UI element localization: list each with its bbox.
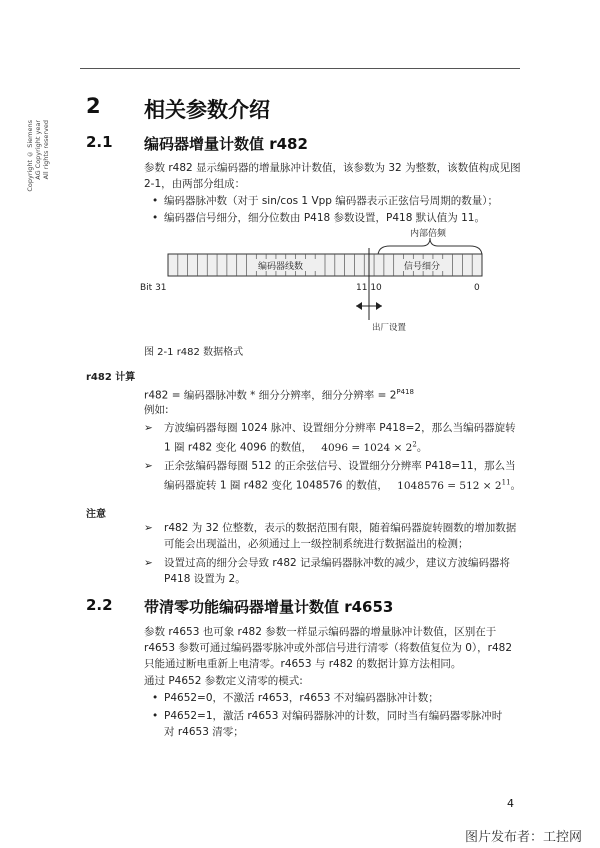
figure-caption: 图 2-1 r482 数据格式: [144, 347, 244, 358]
example-line-2: 1 圈 r482 变化 4096 的数值， $4096 = 1024 \times 2^2$。: [164, 440, 428, 454]
copyright-line-3: All rights reserved: [42, 120, 50, 180]
calc-heading: r482 计算: [86, 372, 136, 383]
internal-label: 内部倍频: [410, 229, 447, 239]
publisher-watermark: 图片发布者：工控网: [464, 830, 582, 845]
copyright-line-1: Copyright © Siemens: [26, 120, 34, 192]
mode-item: [152, 708, 503, 740]
example-math: $1048576 = 512 \times 2^{11}$: [397, 478, 511, 492]
note-line-1: r482 为 32 位整数，表示的数据范围有限，随着编码器旋转圈数的增加数据: [164, 522, 517, 534]
example-item: [144, 458, 522, 494]
bullet-dot-icon: •: [152, 692, 159, 704]
section-number: 2: [86, 94, 101, 118]
note-line-1: 设置过高的细分会导致 r482 记录编码器脉冲数的减少，建议方波编码器将: [164, 557, 511, 569]
signal-subdivision-label: 信号细分: [404, 262, 441, 272]
bullet-dot-icon: •: [152, 212, 159, 224]
example-line-2: 编码器旋转 1 圈 r482 变化 1048576 的数值， $1048576 = 512 \times 2^{11}$。: [164, 478, 522, 492]
mode-line-1: P4652=1，激活 r4653 对编码器脉冲的计数，同时当有编码器零脉冲时: [164, 710, 503, 722]
formula-text: r482 = 编码器脉冲数 * 细分分辨率，细分分辨率 = 2: [144, 389, 397, 402]
note-heading: 注意: [86, 509, 106, 520]
note-item: [144, 520, 517, 552]
encoder-lines-label: 编码器线数: [258, 262, 304, 272]
page-number: 4: [507, 797, 514, 810]
r482-bit-layout-diagram: [140, 224, 500, 340]
arrow-bullet-icon: ➢: [144, 557, 153, 569]
bullet-text: 编码器脉冲数（对于 sin/cos 1 Vpp 编码器表示正弦信号周期的数量）；: [164, 195, 499, 207]
intro-line-1: 参数 r482 显示编码器的增量脉冲计数值，该参数为 32 为整数，该数值构成见图: [144, 162, 521, 174]
mode-line-1: P4652=0，不激活 r4653，r4653 不对编码器脉冲计数；: [164, 692, 439, 704]
example-line-1: 方波编码器每圈 1024 脉冲、设置细分分辨率 P418=2，那么当编码器旋转: [164, 422, 516, 434]
example-item: [144, 420, 516, 456]
note-line-2: 可能会出现溢出，必须通过上一级控制系统进行数据溢出的检测；: [164, 538, 469, 550]
subsection-2-title: 带清零功能编码器增量计数值 r4653: [144, 598, 394, 616]
header-rule: [80, 68, 520, 69]
r4653-para-line-4: 通过 P4652 参数定义清零的模式:: [144, 675, 303, 687]
r4653-para-line-3: 只能通过断电重新上电清零。r4653 与 r482 的数据计算方法相同。: [144, 658, 462, 670]
mode-item: [152, 690, 439, 706]
example-line-1: 正余弦编码器每圈 512 的正余弦信号、设置细分分辨率 P418=11，那么当: [164, 460, 516, 472]
example-math: $4096 = 1024 \times 2^2$: [321, 440, 417, 454]
subsection-1-number: 2.1: [86, 133, 113, 151]
bullet-item: [152, 193, 499, 209]
bullet-text: 编码器信号细分，细分位数由 P418 参数设置，P418 默认值为 11。: [164, 212, 485, 224]
mode-line-2: 对 r4653 清零；: [164, 726, 244, 738]
copyright-notice: [26, 120, 68, 230]
bit11-10-label: 11 10: [356, 283, 382, 293]
intro-line-2: 2-1，由两部分组成：: [144, 178, 246, 190]
arrow-left-icon: [356, 302, 362, 310]
arrow-bullet-icon: ➢: [144, 460, 153, 472]
formula-line: [144, 384, 414, 404]
section-title: 相关参数介绍: [144, 98, 270, 122]
r4653-para-line-1: 参数 r4653 也可象 r482 参数一样显示编码器的增量脉冲计数值，区别在于: [144, 626, 497, 638]
internal-bracket: [378, 238, 482, 256]
bullet-dot-icon: •: [152, 710, 159, 722]
r4653-para-line-2: r4653 参数可通过编码器零脉冲或外部信号进行清零（将数值复位为 0），r482: [144, 642, 513, 654]
subsection-1-title: 编码器增量计数值 r482: [144, 135, 308, 153]
example-label: 例如:: [144, 404, 169, 416]
factory-setting-label: 出厂设置: [372, 323, 407, 333]
bit0-label: 0: [474, 283, 480, 293]
note-item: [144, 555, 511, 587]
subsection-2-number: 2.2: [86, 596, 113, 614]
bit31-label: Bit 31: [140, 283, 167, 293]
arrow-bullet-icon: ➢: [144, 522, 153, 534]
arrow-right-icon: [376, 302, 382, 310]
formula-exponent: P418: [396, 388, 415, 396]
arrow-bullet-icon: ➢: [144, 422, 153, 434]
copyright-line-2: AG Copyright year: [34, 120, 42, 180]
note-line-2: P418 设置为 2。: [164, 573, 246, 585]
bullet-dot-icon: •: [152, 195, 159, 207]
